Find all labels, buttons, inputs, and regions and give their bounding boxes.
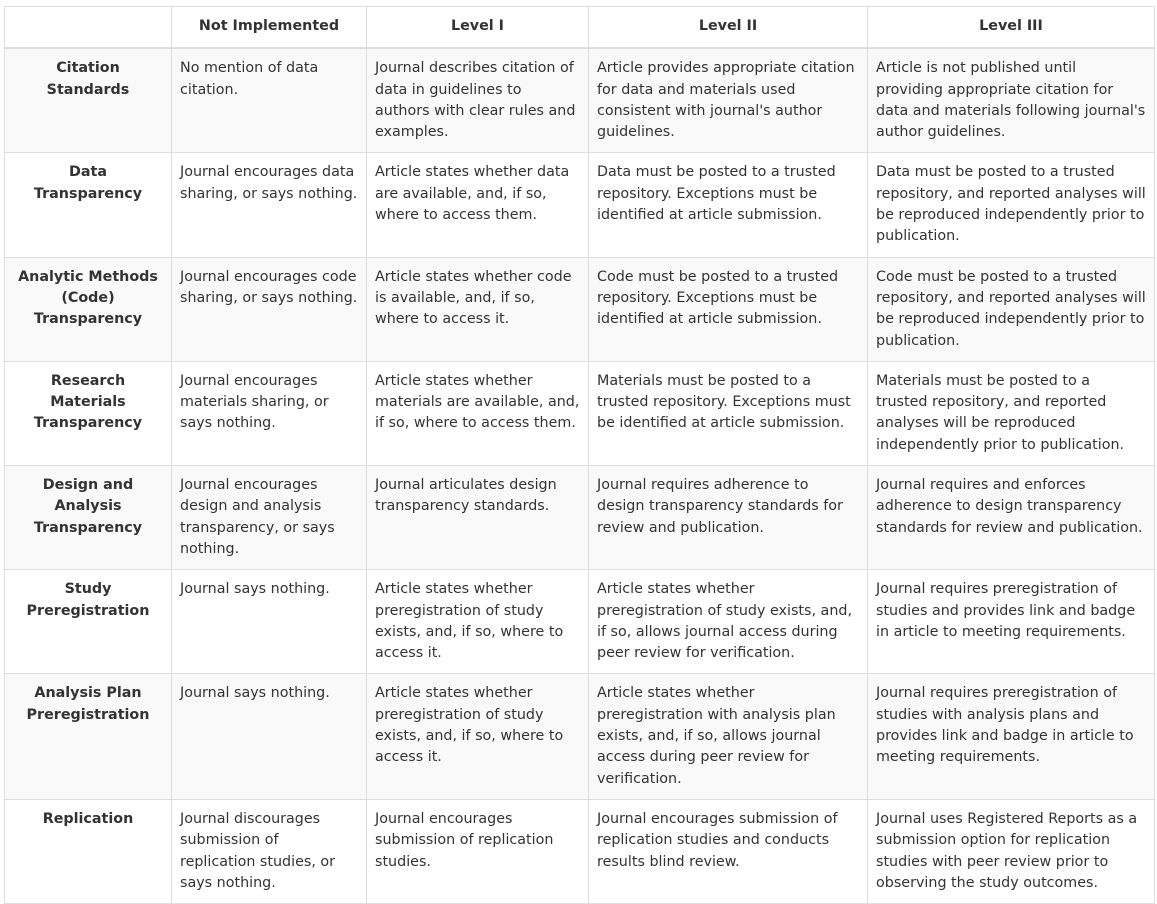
cell-not-implemented: Journal says nothing.: [172, 570, 367, 674]
row-research-materials-transparency: [5, 361, 1155, 465]
cell-level-2: Article provides appropriate citation for data and materials used consistent with journal's author guidelines.: [589, 48, 868, 153]
cell-level-3: Journal uses Registered Reports as a submission option for replication studies with peer review prior to observing the study outcomes.: [868, 799, 1155, 903]
cell-level-1: Article states whether code is available, and, if so, where to access it.: [367, 257, 589, 361]
row-label: Research Materials Transparency: [5, 361, 172, 465]
row-label: Citation Standards: [5, 48, 172, 153]
cell-level-2: Journal requires adherence to design transparency standards for review and publication.: [589, 466, 868, 570]
standards-table: [4, 6, 1155, 904]
cell-level-1: Article states whether preregistration of study exists, and, if so, where to access it.: [367, 570, 589, 674]
row-label: Analysis Plan Preregistration: [5, 674, 172, 799]
cell-not-implemented: Journal discourages submission of replication studies, or says nothing.: [172, 799, 367, 903]
cell-not-implemented: Journal encourages data sharing, or says nothing.: [172, 153, 367, 257]
cell-level-3: Journal requires preregistration of studies with analysis plans and provides link and badge in article to meeting requirements.: [868, 674, 1155, 799]
header-level-2: Level II: [589, 7, 868, 49]
header-level-1: Level I: [367, 7, 589, 49]
row-label: Design and Analysis Transparency: [5, 466, 172, 570]
cell-not-implemented: Journal encourages design and analysis transparency, or says nothing.: [172, 466, 367, 570]
row-analysis-plan-preregistration: [5, 674, 1155, 799]
cell-level-1: Journal describes citation of data in guidelines to authors with clear rules and examples.: [367, 48, 589, 153]
cell-not-implemented: No mention of data citation.: [172, 48, 367, 153]
row-label: Study Preregistration: [5, 570, 172, 674]
cell-level-3: Materials must be posted to a trusted repository, and reported analyses will be reproduced independently prior to publication.: [868, 361, 1155, 465]
cell-level-3: Article is not published until providing appropriate citation for data and materials following journal's author guidelines.: [868, 48, 1155, 153]
row-label: Replication: [5, 799, 172, 903]
row-label: Data Transparency: [5, 153, 172, 257]
cell-level-2: Article states whether preregistration of study exists, and, if so, allows journal access during peer review for verification.: [589, 570, 868, 674]
cell-level-2: Article states whether preregistration with analysis plan exists, and, if so, allows journal access during peer review for verification.: [589, 674, 868, 799]
cell-level-3: Journal requires preregistration of studies and provides link and badge in article to meeting requirements.: [868, 570, 1155, 674]
header-not-implemented: Not Implemented: [172, 7, 367, 49]
row-label: Analytic Methods (Code) Transparency: [5, 257, 172, 361]
cell-level-1: Article states whether data are available, and, if so, where to access them.: [367, 153, 589, 257]
cell-level-1: Journal articulates design transparency standards.: [367, 466, 589, 570]
cell-level-2: Data must be posted to a trusted repository. Exceptions must be identified at article submission.: [589, 153, 868, 257]
cell-level-2: Journal encourages submission of replication studies and conducts results blind review.: [589, 799, 868, 903]
cell-level-2: Code must be posted to a trusted repository. Exceptions must be identified at article submission.: [589, 257, 868, 361]
row-citation-standards: [5, 48, 1155, 153]
cell-not-implemented: Journal encourages materials sharing, or says nothing.: [172, 361, 367, 465]
header-blank: [5, 7, 172, 49]
cell-level-1: Article states whether materials are available, and, if so, where to access them.: [367, 361, 589, 465]
header-row: [5, 7, 1155, 49]
header-level-3: Level III: [868, 7, 1155, 49]
cell-level-2: Materials must be posted to a trusted repository. Exceptions must be identified at article submission.: [589, 361, 868, 465]
cell-level-3: Code must be posted to a trusted repository, and reported analyses will be reproduced independently prior to publication.: [868, 257, 1155, 361]
cell-not-implemented: Journal encourages code sharing, or says nothing.: [172, 257, 367, 361]
row-study-preregistration: [5, 570, 1155, 674]
row-analytic-methods-transparency: [5, 257, 1155, 361]
cell-level-3: Journal requires and enforces adherence to design transparency standards for review and publication.: [868, 466, 1155, 570]
cell-level-3: Data must be posted to a trusted repository, and reported analyses will be reproduced independently prior to publication.: [868, 153, 1155, 257]
cell-level-1: Article states whether preregistration of study exists, and, if so, where to access it.: [367, 674, 589, 799]
row-data-transparency: [5, 153, 1155, 257]
cell-level-1: Journal encourages submission of replication studies.: [367, 799, 589, 903]
cell-not-implemented: Journal says nothing.: [172, 674, 367, 799]
row-design-analysis-transparency: [5, 466, 1155, 570]
